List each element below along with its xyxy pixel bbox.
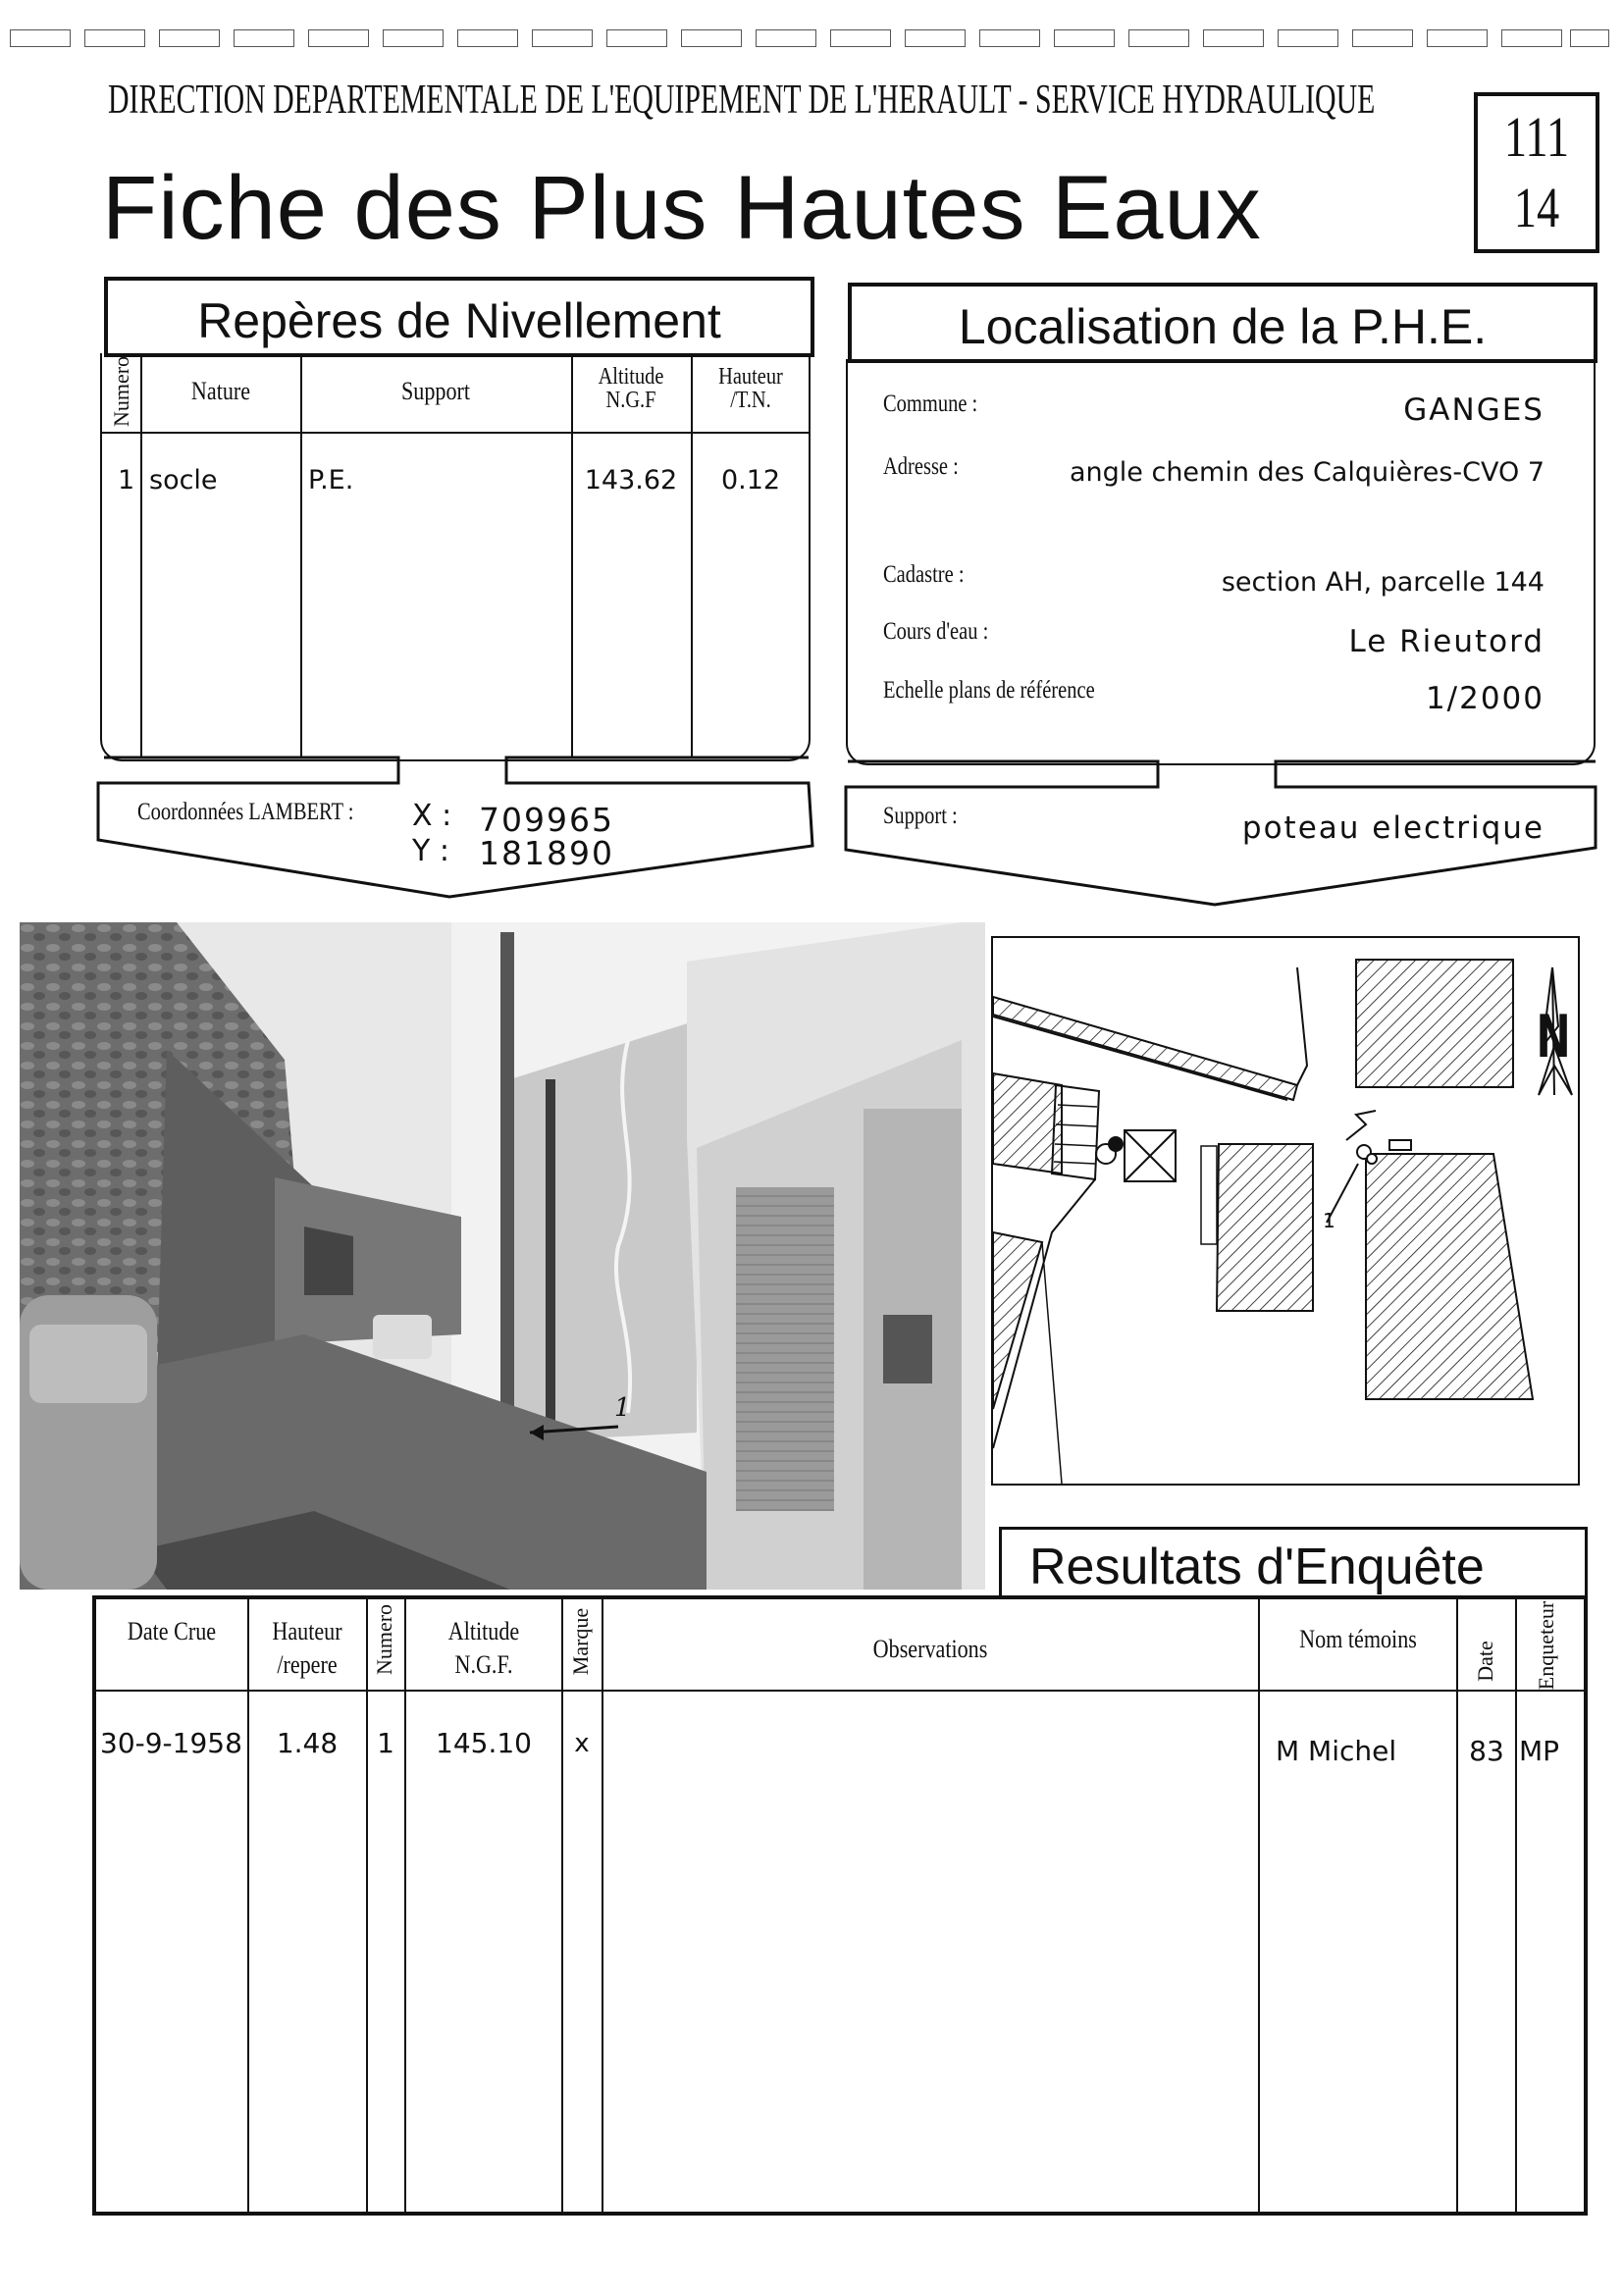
coordonnees-label: Coordonnées LAMBERT : [137,799,354,825]
repere-numero: 1 [118,465,135,496]
cadastre-value: section AH, parcelle 144 [1221,567,1544,598]
echelle-label: Echelle plans de référence [883,677,1095,704]
resultats-table [92,1595,1588,2216]
tick-mark [308,29,369,47]
tick-mark [606,29,667,47]
tick-mark [532,29,593,47]
repere-nature: socle [149,465,218,496]
tick-mark [979,29,1040,47]
cours-label: Cours d'eau : [883,618,989,645]
col-altitude-result-header: Altitude N.G.F. [447,1617,520,1679]
reperes-title: Repères de Nivellement [197,293,721,348]
tick-mark [234,29,294,47]
tick-mark [159,29,220,47]
tick-mark [457,29,518,47]
reference-number-1: 111 [1503,105,1570,169]
reperes-table [100,353,811,761]
col-hauteur-header: Hauteur /T.N. [718,364,783,413]
tick-mark [1054,29,1115,47]
result-date: 83 [1469,1735,1504,1767]
coord-x-label: X : [412,799,452,833]
photo-marker-label: 1 [614,1393,631,1423]
result-hauteur: 1.48 [276,1727,339,1759]
tick-mark [1203,29,1264,47]
site-photo [20,922,985,1590]
reperes-title-box [104,277,814,357]
support-label: Support : [883,803,958,829]
tick-mark [383,29,444,47]
reference-box [1474,92,1599,253]
tick-mark [756,29,816,47]
location-plan [991,936,1580,1486]
col-numero-header: Numero [109,355,133,428]
col-hauteur-repere-header: Hauteur /repere [272,1617,342,1679]
resultats-title-box [999,1527,1588,1599]
col-numero-result-header: Numero [372,1603,396,1676]
result-altitude: 145.10 [436,1727,532,1759]
cours-value: Le Rieutord [1348,624,1544,659]
coord-y-label: Y : [412,834,449,868]
result-date-crue: 30-9-1958 [100,1727,242,1759]
adresse-label: Adresse : [883,453,959,480]
result-enqueteur: MP [1519,1735,1560,1767]
tick-mark [830,29,891,47]
echelle-value: 1/2000 [1425,681,1544,716]
result-nom-temoin: M Michel [1276,1735,1397,1767]
reference-number-2: 14 [1513,176,1560,239]
tick-mark [681,29,742,47]
col-date-header: Date [1473,1641,1497,1682]
tick-mark [1501,29,1562,47]
cadastre-label: Cadastre : [883,561,965,588]
coord-y-value: 181890 [479,834,614,872]
adresse-value: angle chemin des Calquières-CVO 7 [1069,457,1544,488]
repere-hauteur: 0.12 [720,465,781,496]
col-observations-header: Observations [872,1635,988,1663]
col-altitude-header: Altitude N.G.F [598,364,664,413]
tick-mark [905,29,966,47]
localisation-title-box [848,283,1597,363]
tick-mark [1352,29,1413,47]
localisation-title: Localisation de la P.H.E. [958,299,1488,354]
street-photo-image [20,922,985,1590]
col-marque-header: Marque [568,1607,593,1676]
col-date-crue-header: Date Crue [127,1617,217,1645]
commune-label: Commune : [883,391,978,417]
coordonnees-banner [94,756,816,903]
tick-mark [1128,29,1189,47]
result-numero: 1 [377,1727,394,1759]
tick-mark [1278,29,1338,47]
tick-mark [10,29,71,47]
plan-marker-label: 1 [1323,1209,1335,1232]
repere-support: P.E. [308,465,354,496]
result-marque: x [574,1729,590,1758]
repere-altitude: 143.62 [584,465,678,496]
coord-x-value: 709965 [479,801,614,839]
support-value: poteau electrique [1241,810,1544,846]
tick-mark [84,29,145,47]
resultats-title: Resultats d'Enquête [1029,1539,1485,1595]
col-nom-temoins-header: Nom témoins [1299,1625,1417,1653]
page-title: Fiche des Plus Hautes Eaux [102,158,1262,258]
commune-value: GANGES [1403,392,1544,428]
plan-drawing [993,938,1578,1484]
tick-mark [1427,29,1488,47]
agency-header: DIRECTION DEPARTEMENTALE DE L'EQUIPEMENT DE L'HERAULT - SERVICE HYDRAULIQUE [108,78,1376,123]
col-support-header: Support [401,377,470,405]
tick-mark [1570,29,1609,47]
north-arrow-label: N [1536,1003,1571,1071]
col-enqueteur-header: Enqueteur [1534,1600,1558,1691]
col-nature-header: Nature [190,377,251,405]
